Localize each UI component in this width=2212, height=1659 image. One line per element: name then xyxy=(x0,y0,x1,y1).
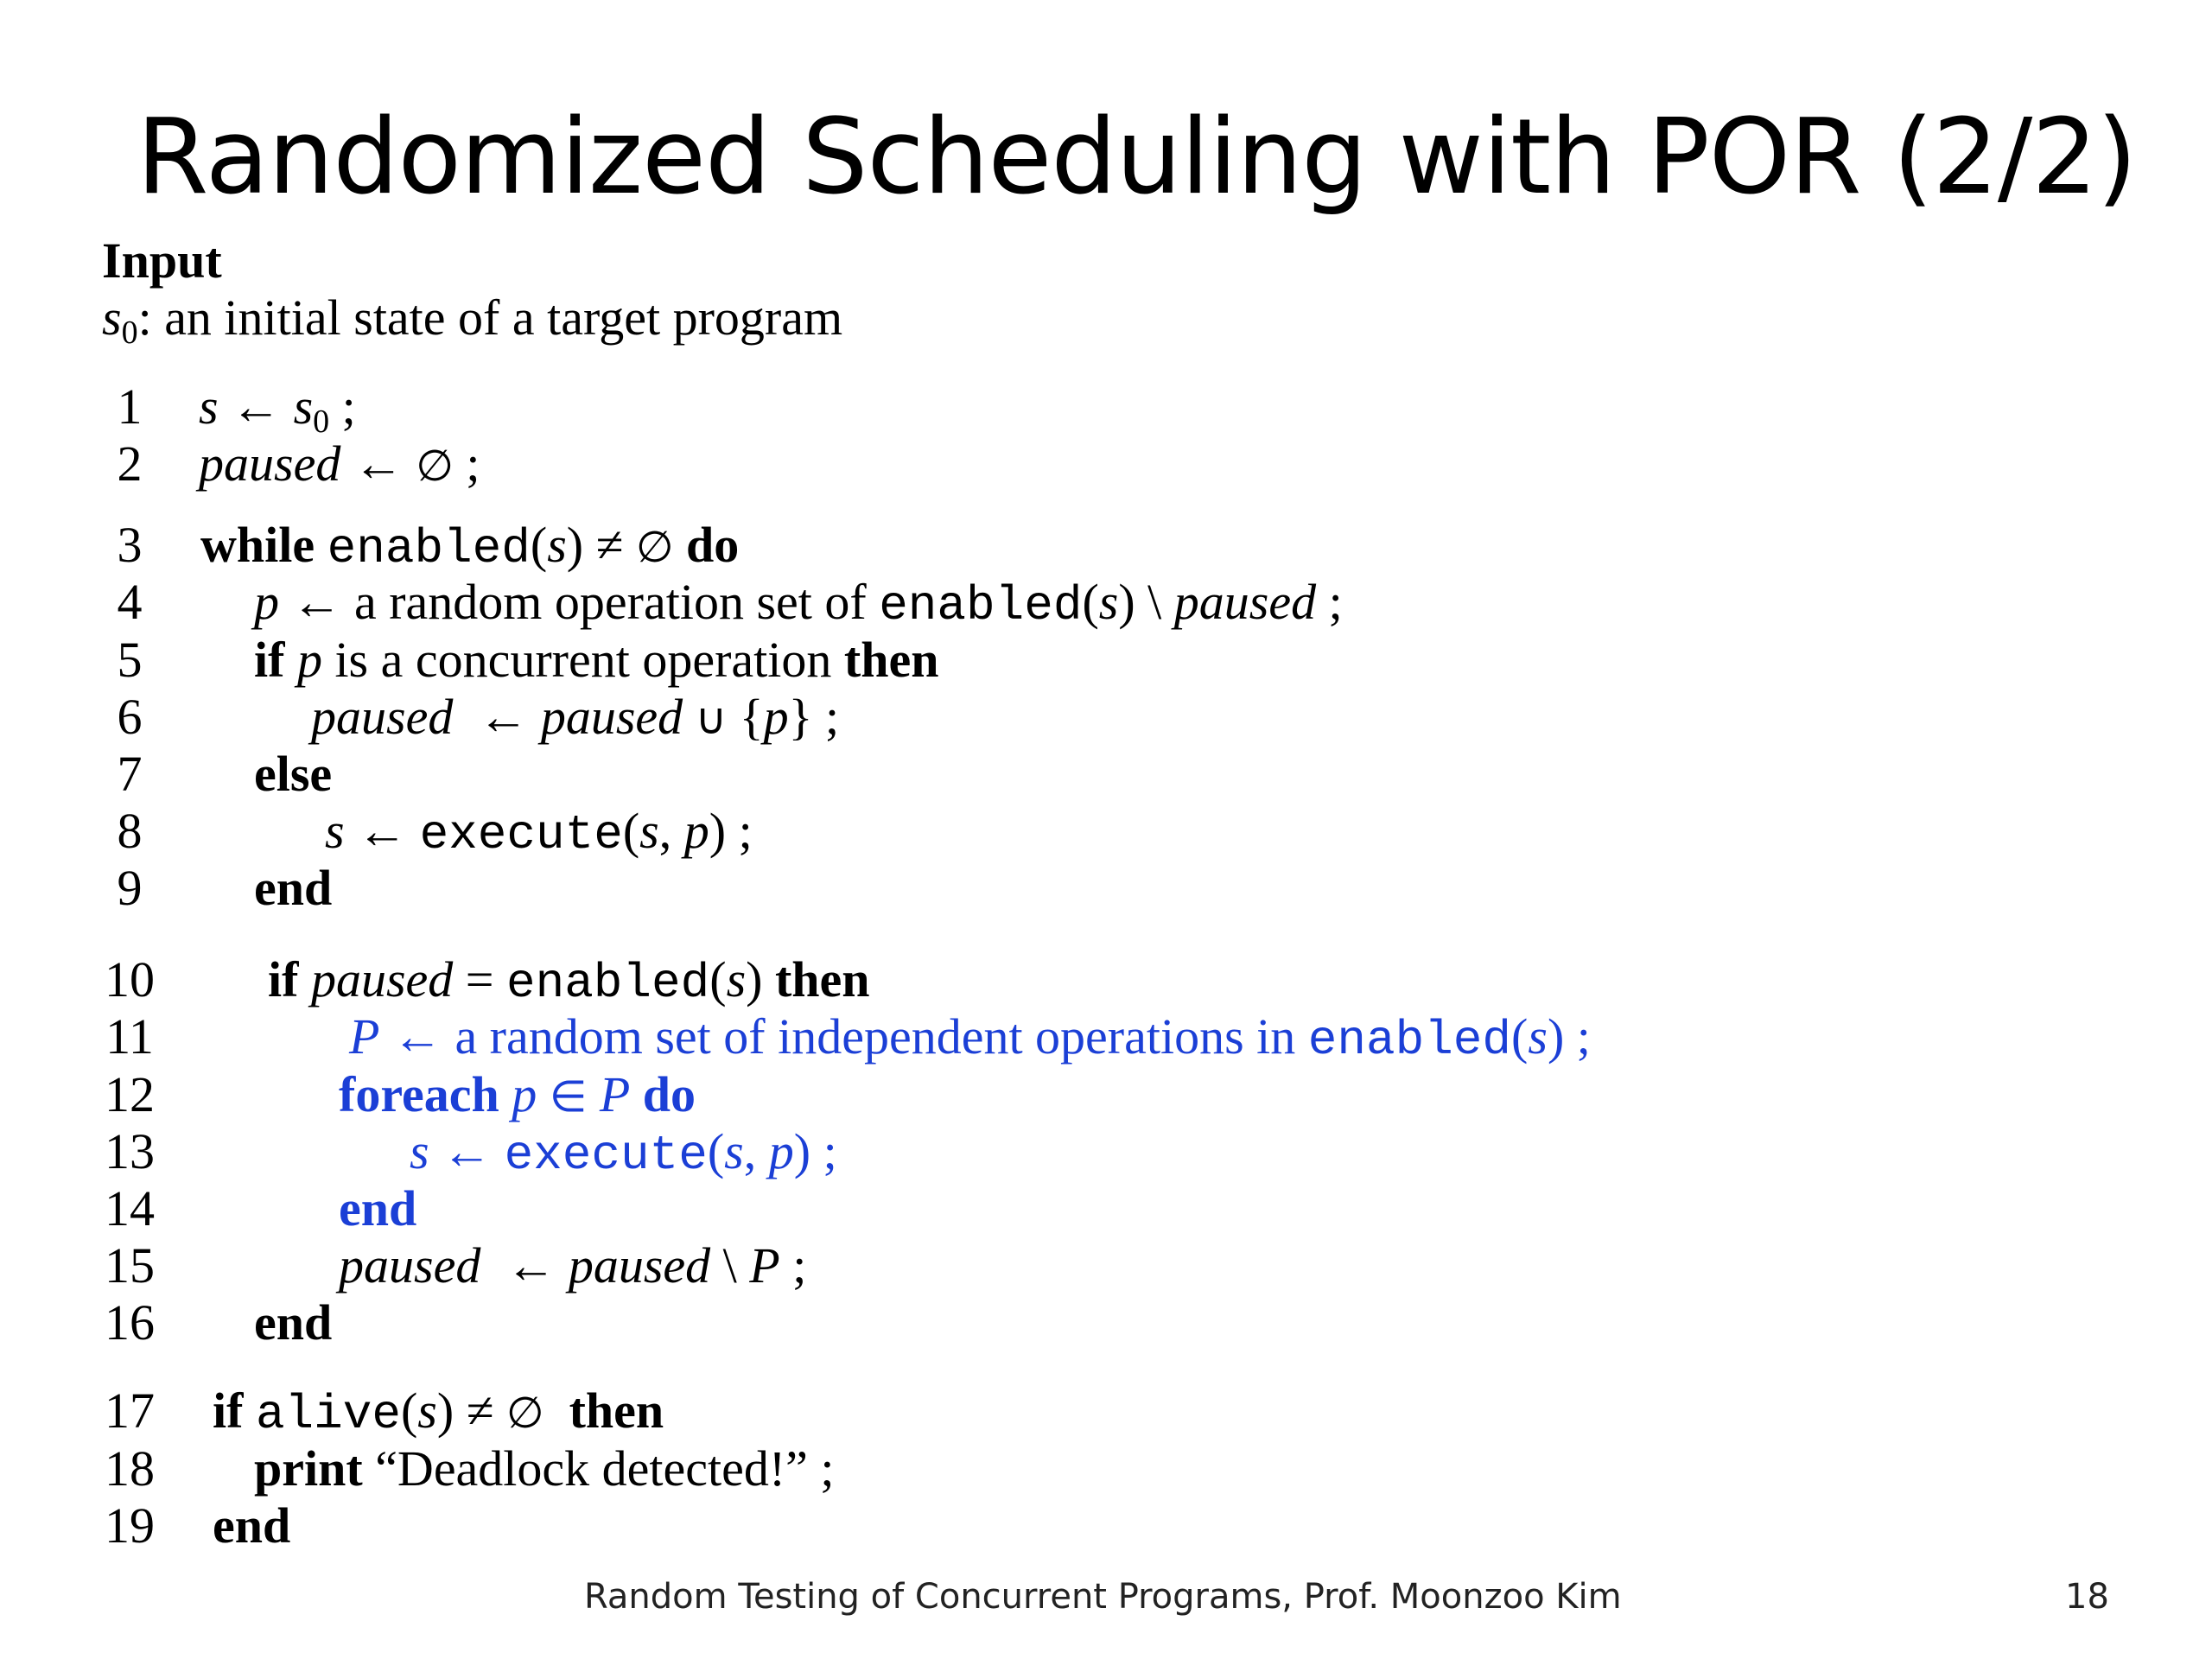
code-line-18: print “Deadlock detected!” ; xyxy=(254,1440,835,1497)
footer-text: Random Testing of Concurrent Programs, Prof. Moonzoo Kim xyxy=(584,1577,1622,1617)
line-number: 17 xyxy=(105,1382,155,1439)
line-number: 3 xyxy=(117,517,143,573)
code-line-8: s ← execute(s, p) ; xyxy=(325,803,753,862)
line-number: 6 xyxy=(117,689,143,745)
line-number: 1 xyxy=(117,378,143,435)
code-line-11: P ← a random set of independent operations in enabled(s) ; xyxy=(349,1008,1591,1068)
line-number: 18 xyxy=(105,1440,155,1497)
page-number: 18 xyxy=(2065,1577,2109,1617)
line-number: 5 xyxy=(117,632,143,688)
input-heading: Input xyxy=(102,232,222,289)
line-number: 4 xyxy=(117,574,143,630)
line-number: 11 xyxy=(105,1008,154,1065)
code-line-9: end xyxy=(254,860,333,916)
line-number: 9 xyxy=(117,860,143,916)
line-number: 16 xyxy=(105,1294,155,1351)
code-line-7: else xyxy=(254,746,333,802)
line-number: 8 xyxy=(117,803,143,859)
line-number: 10 xyxy=(105,951,155,1007)
code-line-4: p ← a random operation set of enabled(s) \ paused ; xyxy=(254,574,1343,633)
line-number: 14 xyxy=(105,1180,155,1236)
line-number: 13 xyxy=(105,1123,155,1179)
code-line-3: while enabled(s) ≠ ∅ do xyxy=(200,517,740,576)
code-line-6: paused ← paused ∪ {p} ; xyxy=(311,689,840,745)
code-line-1: s ← $s_0$ ; xyxy=(199,378,356,440)
code-line-12: foreach p ∈ P do xyxy=(339,1066,696,1122)
code-line-13: s ← execute(s, p) ; xyxy=(410,1123,837,1183)
line-number: 7 xyxy=(117,746,143,802)
code-line-15: paused ← paused \ P ; xyxy=(339,1237,807,1294)
line-number: 15 xyxy=(105,1237,155,1294)
line-number: 19 xyxy=(105,1497,155,1554)
line-number: 2 xyxy=(117,435,143,492)
code-line-17: if alive(s) ≠ ∅ then xyxy=(213,1382,664,1442)
code-line-19: end xyxy=(213,1497,291,1554)
code-line-16: end xyxy=(254,1294,333,1351)
code-line-14: end xyxy=(339,1180,417,1236)
slide-title: Randomized Scheduling with POR (2/2) xyxy=(137,98,2137,218)
code-line-2: paused ← ∅ ; xyxy=(199,435,480,492)
code-line-10: if paused = enabled(s) then xyxy=(268,951,870,1011)
code-line-5: if p is a concurrent operation then xyxy=(254,632,939,688)
input-description: $s_0$: an initial state of a target program xyxy=(102,289,843,351)
line-number: 12 xyxy=(105,1066,155,1122)
